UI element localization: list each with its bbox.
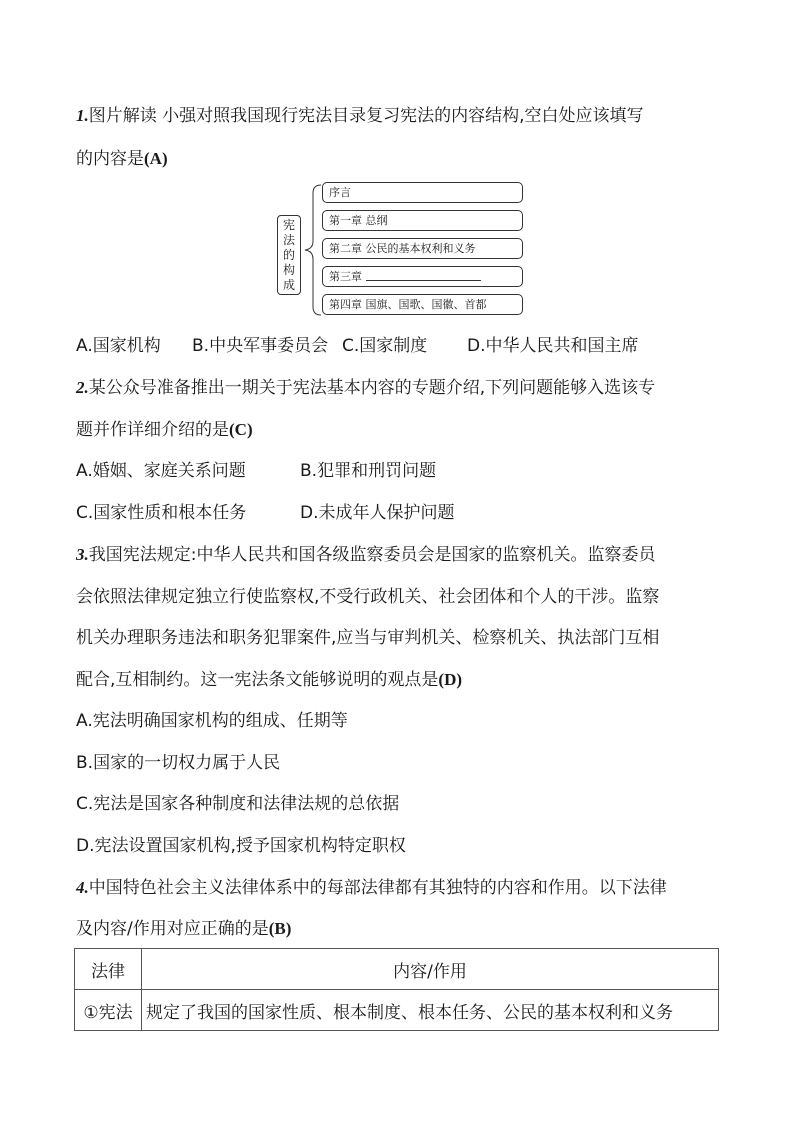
q3-stem-line2 [76,585,659,609]
q1-option-a[interactable]: A.国家机构 [76,336,161,356]
table-header-law: 法律 [75,949,142,990]
diagram-vertical-label: 宪 法 的 构 成 [277,215,301,295]
q3-text-line2: 会依照法律规定独立行使监察权,不受行政机关、社会团体和个人的干涉。监察 [76,587,660,607]
blank-line [366,268,481,281]
q2-options-row1 [76,459,436,483]
table-row [75,990,719,1031]
q4-stem-line1 [76,876,667,900]
table-cell-content: 规定了我国的国家性质、根本制度、根本任务、公民的基本权利和义务 [142,990,719,1031]
table-header-row [75,949,719,990]
table-header-content: 内容/作用 [142,949,719,990]
q2-option-b[interactable]: B.犯罪和刑罚问题 [300,461,437,481]
q4-number: 4. [76,878,89,897]
q4-text-line1: 中国特色社会主义法律体系中的每部法律都有其独特的内容和作用。以下法律 [88,878,667,898]
q1-options [76,334,639,358]
q2-text-line2: 题并作详细介绍的是 [76,420,229,440]
diagram-box-chapter3: 第三章 [322,266,523,287]
q2-number: 2. [76,378,89,397]
q4-stem-line2 [76,917,291,941]
q3-stem-line4 [76,668,462,692]
q2-answer: (C) [229,420,253,439]
q3-number: 3. [76,545,89,564]
q1-stem-line1 [76,104,644,128]
q1-answer: (A) [144,149,168,168]
q1-option-c[interactable]: C.国家制度 [342,336,428,356]
q2-option-a[interactable]: A.婚姻、家庭关系问题 [76,461,246,481]
q2-option-d[interactable]: D.未成年人保护问题 [300,503,455,523]
q3-stem-line1 [76,543,655,567]
q3-text-line4: 配合,互相制约。这一宪法条文能够说明的观点是 [76,670,439,690]
q1-option-b[interactable]: B.中央军事委员会 [192,336,329,356]
q3-option-d[interactable]: D.宪法设置国家机构,授予国家机构特定职权 [76,836,406,856]
q1-option-d[interactable]: D.中华人民共和国主席 [467,336,639,356]
q4-text-line2: 及内容/作用对应正确的是 [76,919,269,939]
law-content-table [74,948,719,1031]
q4-answer: (B) [268,919,292,938]
q3-answer: (D) [438,670,463,689]
q1-stem-line2 [76,147,168,171]
diagram-box-chapter4: 第四章 国旗、国歌、国徽、首都 [322,294,523,315]
q2-stem-line2 [76,418,253,442]
q3-text-line1: 我国宪法规定:中华人民共和国各级监察委员会是国家的监察机关。监察委员 [88,545,656,565]
q2-option-c[interactable]: C.国家性质和根本任务 [76,503,247,523]
q2-text-line1: 某公众号准备推出一期关于宪法基本内容的专题介绍,下列问题能够入选该专 [88,378,656,398]
q1-number: 1. [76,106,89,125]
q1-text-line2: 的内容是 [76,149,144,169]
diagram-box-preamble: 序言 [322,182,523,203]
q3-option-c[interactable]: C.宪法是国家各种制度和法律法规的总依据 [76,794,400,814]
q3-option-b[interactable]: B.国家的一切权力属于人民 [76,753,281,773]
q1-text-line1: 图片解读 小强对照我国现行宪法目录复习宪法的内容结构,空白处应该填写 [88,106,644,126]
q3-stem-line3 [76,626,659,650]
diagram-box-chapter1: 第一章 总纲 [322,210,523,231]
q2-options-row2 [76,501,455,525]
constitution-structure-diagram [277,181,527,319]
q3-option-a[interactable]: A.宪法明确国家机构的组成、任期等 [76,711,348,731]
brace-icon [303,181,323,319]
diagram-box-chapter2: 第二章 公民的基本权利和义务 [322,238,523,259]
q2-stem-line1 [76,376,655,400]
table-cell-law: ①宪法 [75,990,142,1031]
q3-text-line3: 机关办理职务违法和职务犯罪案件,应当与审判机关、检察机关、执法部门互相 [76,628,660,648]
